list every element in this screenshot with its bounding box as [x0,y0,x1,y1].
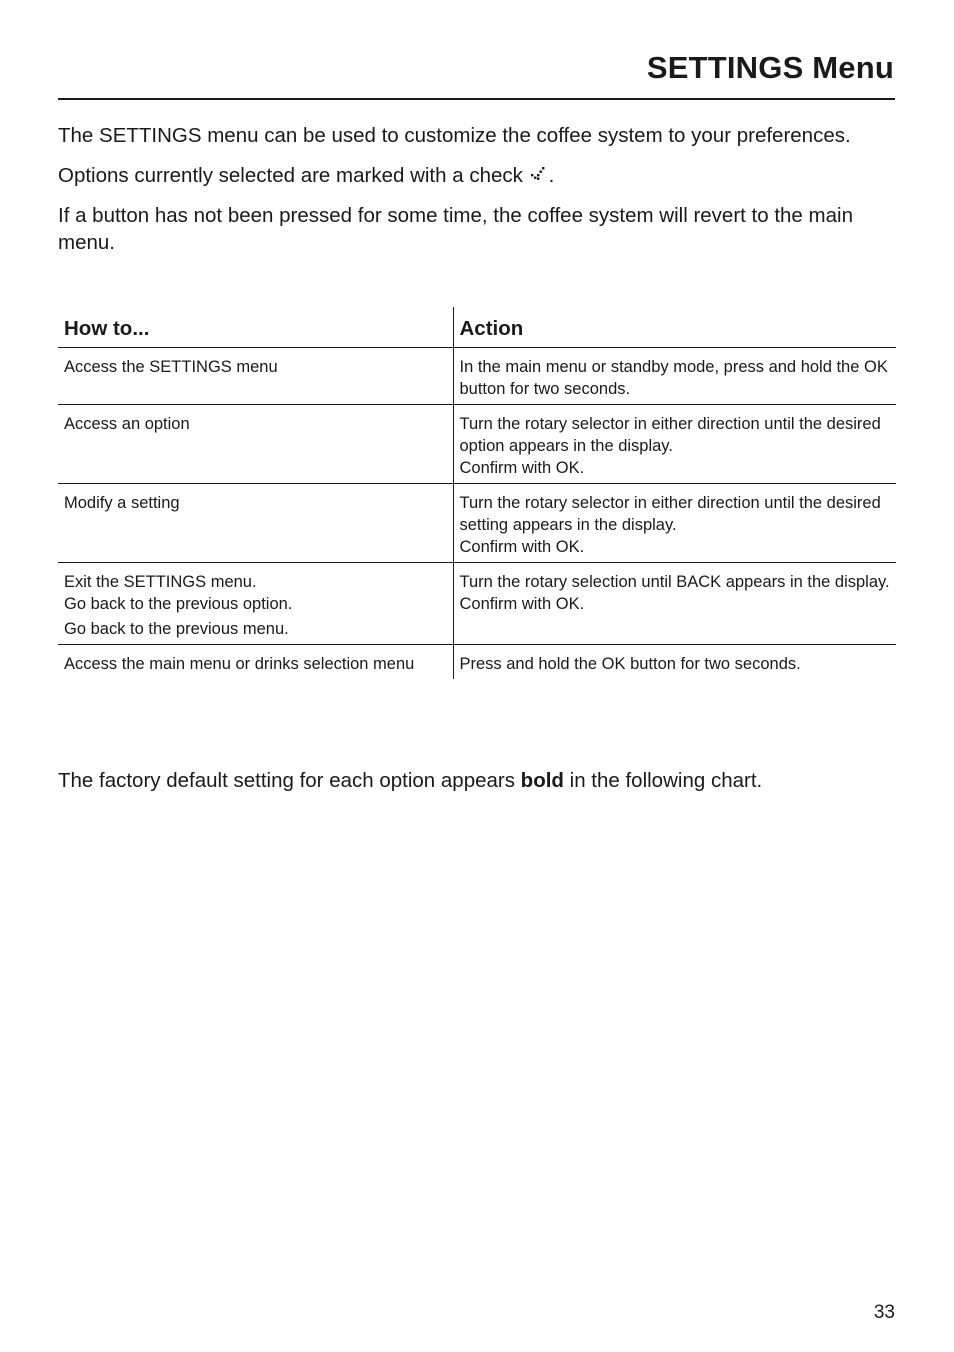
note-bold-word: bold [520,769,564,792]
howto-cell [58,644,453,679]
howto-text: Modify a setting [64,493,180,512]
action-text: Turn the rotary selector in either direction until the desired setting appears in the display. [459,493,881,534]
header-action: Action [453,307,896,347]
action-text: Turn the rotary selector in either direction until the desired option appears in the display. [459,414,881,455]
page-number: 33 [873,1302,895,1323]
table-row [58,404,896,483]
action-text: Turn the rotary selection until BACK appears in the display. [459,572,890,591]
howto-text: Access an option [64,414,190,433]
note-text-before: The factory default setting for each option appears [58,769,521,792]
action-text: In the main menu or standby mode, press and hold the OK button for two seconds. [459,357,888,398]
intro-paragraph-2-end: . [548,164,555,187]
intro-section [58,122,898,269]
page-title: SETTINGS Menu [646,50,894,85]
howto-text: Access the main menu or drinks selection menu [64,654,415,673]
header-how-to: How to... [58,307,453,347]
howto-cell [58,404,453,483]
intro-paragraph-3: If a button has not been pressed for some time, the coffee system will revert to the main menu. [58,204,853,254]
howto-cell [58,347,453,404]
title-divider [58,98,895,100]
action-cell [453,347,896,404]
action-text: Press and hold the OK button for two seconds. [459,654,801,673]
howto-text: Go back to the previous menu. [64,619,289,638]
action-cell [453,483,896,562]
default-setting-note [58,767,762,794]
howto-cell [58,562,453,644]
action-cell [453,644,896,679]
intro-paragraph-1: The SETTINGS menu can be used to customize the coffee system to your preferences. [58,124,851,147]
intro-paragraph-2-text: Options currently selected are marked with a check [58,164,529,187]
settings-howto-table [58,307,896,679]
table-row [58,347,896,404]
intro-paragraph-2 [58,162,898,189]
table-row [58,483,896,562]
howto-text: Exit the SETTINGS menu. [64,572,257,591]
howto-text: Go back to the previous option. [64,594,293,613]
howto-cell [58,483,453,562]
action-text: Confirm with OK. [459,594,585,613]
howto-text: Access the SETTINGS menu [64,357,278,376]
action-text: Confirm with OK. [459,458,585,477]
action-cell [453,404,896,483]
table-header-row [58,307,896,347]
check-icon [529,163,549,181]
action-text: Confirm with OK. [459,537,585,556]
table-row [58,644,896,679]
note-text-after: in the following chart. [563,769,763,792]
table-row [58,562,896,644]
action-cell [453,562,896,644]
